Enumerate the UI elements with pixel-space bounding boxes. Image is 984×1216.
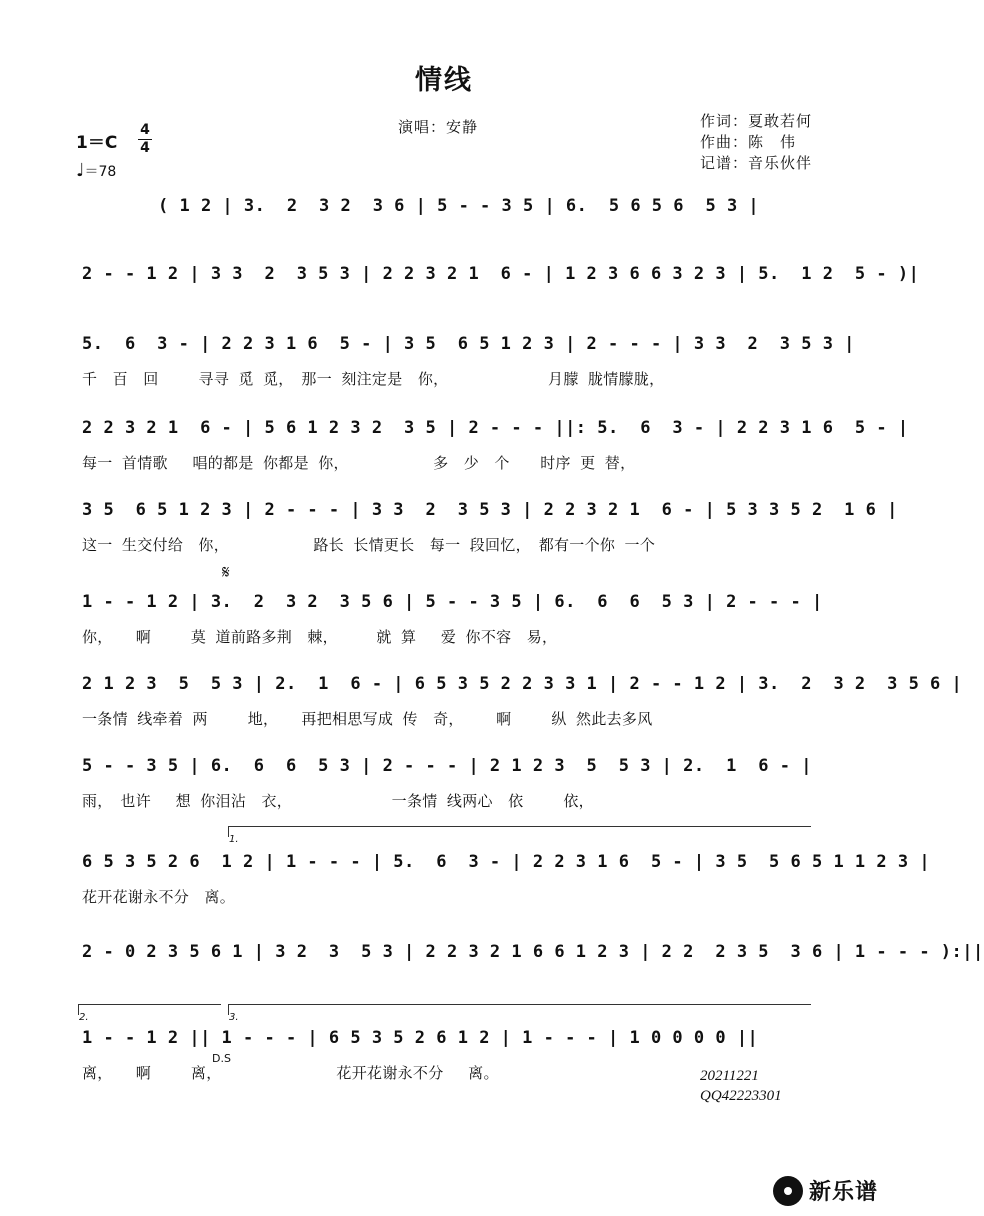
qq-stamp: QQ42223301 (700, 1088, 782, 1104)
tempo-value: ＝78 (84, 164, 117, 180)
song-title: 情线 (415, 65, 473, 96)
brand-name: 新乐谱 (808, 1180, 878, 1205)
segno-sign: 𝄋 (222, 562, 230, 583)
date-stamp: 20211221 (700, 1068, 759, 1084)
quarter-note-icon: ♩ (76, 160, 85, 181)
brand-logo (773, 1175, 878, 1206)
score-row-8-lyrics: 雨， 也许 想 你泪沾 衣， 一条情 线两心 依 依， (82, 792, 594, 810)
time-signature-top: 4 (140, 122, 150, 138)
lyricist-credit: 作词：夏敢若何 (700, 112, 813, 130)
score-row-10-notes: 2 - 0 2 3 5 6 1 | 3 2 3 5 3 | 2 2 3 2 1 6 6 1 2 3 | 2 2 2 3 5 3 6 | 1 - - - ):|| (82, 942, 984, 962)
key-signature: 1＝C (76, 133, 118, 153)
score-row-5-lyrics: 这一 生交付给 你， 路长 长情更长 每一 段回忆， 都有一个你 一个 (82, 536, 656, 554)
score-row-1-notes: ( 1 2 | 3. 2 3 2 3 6 | 5 - - 3 5 | 6. 5 6 5 6 5 3 | (158, 196, 760, 216)
singer-credit: 演唱：安静 (398, 118, 479, 136)
volta-label-2: 2. (79, 1012, 89, 1023)
score-row-6-lyrics: 你， 啊 莫 道前路多荆 棘， 就 算 爱 你不容 易， (82, 628, 558, 646)
ds-mark: D.S (212, 1052, 231, 1065)
volta-label-1: 1. (229, 834, 239, 845)
score-row-6-notes: 1 - - 1 2 | 3. 2 3 2 3 5 6 | 5 - - 3 5 | 6. 6 6 5 3 | 2 - - - | (82, 592, 823, 612)
score-row-9-lyrics: 花开花谢永不分 离。 (82, 888, 236, 906)
record-disc-icon (773, 1176, 803, 1206)
score-row-3-notes: 5. 6 3 - | 2 2 3 1 6 5 - | 3 5 6 5 1 2 3 | 2 - - - | 3 3 2 3 5 3 | (82, 334, 855, 354)
score-row-8-notes: 5 - - 3 5 | 6. 6 6 5 3 | 2 - - - | 2 1 2 3 5 5 3 | 2. 1 6 - | (82, 756, 812, 776)
transcriber-credit: 记谱：音乐伙伴 (700, 154, 813, 172)
tempo-marking (76, 160, 116, 181)
composer-credit: 作曲：陈 伟 (700, 133, 797, 151)
score-row-11-notes: 1 - - 1 2 || 1 - - - | 6 5 3 5 2 6 1 2 | 1 - - - | 1 0 0 0 0 || (82, 1028, 759, 1048)
score-row-2-notes: 2 - - 1 2 | 3 3 2 3 5 3 | 2 2 3 2 1 6 - | 1 2 3 6 6 3 2 3 | 5. 1 2 5 - )| (82, 264, 920, 284)
score-row-3-lyrics: 千 百 回 寻寻 觅 觅， 那一 刻注定是 你， 月朦 胧情朦胧， (82, 370, 665, 388)
score-row-5-notes: 3 5 6 5 1 2 3 | 2 - - - | 3 3 2 3 5 3 | 2 2 3 2 1 6 - | 5 3 3 5 2 1 6 | (82, 500, 898, 520)
time-signature (138, 122, 152, 157)
score-row-7-lyrics: 一条情 线牵着 两 地， 再把相思写成 传 奇， 啊 纵 然此去多风 (82, 710, 653, 728)
volta-bracket-2 (78, 1004, 221, 1023)
score-row-4-notes: 2 2 3 2 1 6 - | 5 6 1 2 3 2 3 5 | 2 - - - ||: 5. 6 3 - | 2 2 3 1 6 5 - | (82, 418, 909, 438)
time-signature-bottom: 4 (138, 139, 152, 157)
score-row-4-lyrics: 每一 首情歌 唱的都是 你都是 你， 多 少 个 时序 更 替， (82, 454, 636, 472)
score-row-9-notes: 6 5 3 5 2 6 1 2 | 1 - - - | 5. 6 3 - | 2 2 3 1 6 5 - | 3 5 5 6 5 1 1 2 3 | (82, 852, 931, 872)
volta-label-3: 3. (229, 1012, 239, 1023)
score-row-11-lyrics: 离， 啊 离， 花开花谢永不分 离。 (82, 1064, 499, 1082)
volta-bracket-3 (228, 1004, 811, 1023)
volta-bracket-1 (228, 826, 811, 845)
score-row-7-notes: 2 1 2 3 5 5 3 | 2. 1 6 - | 6 5 3 5 2 2 3 3 1 | 2 - - 1 2 | 3. 2 3 2 3 5 6 | (82, 674, 963, 694)
